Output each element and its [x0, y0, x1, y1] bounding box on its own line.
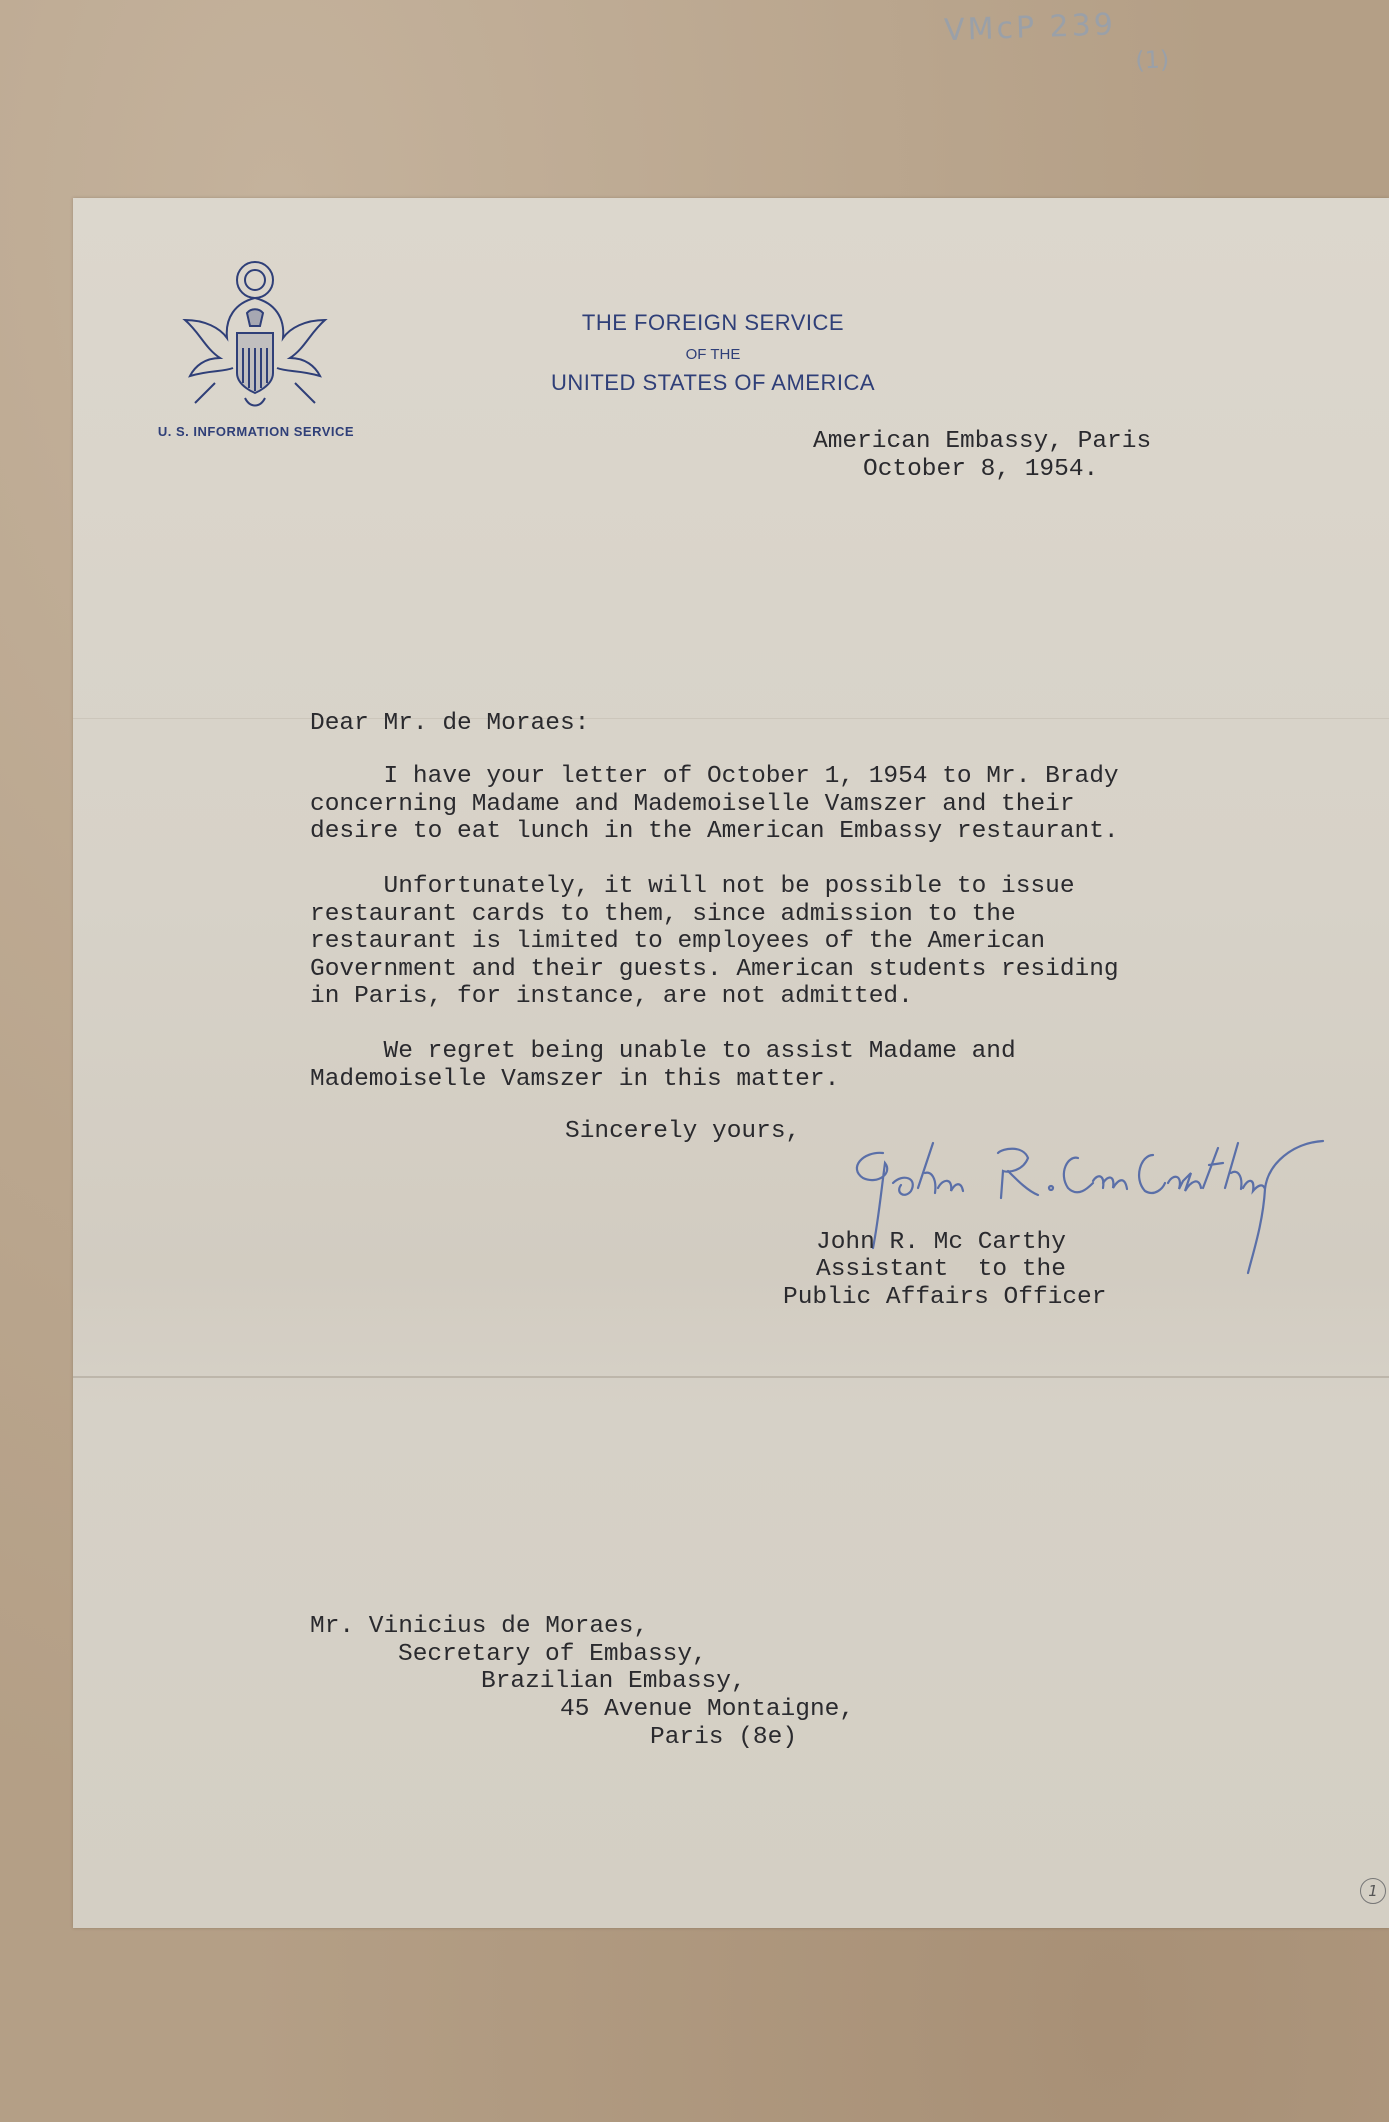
salutation: Dear Mr. de Moraes:	[310, 710, 590, 737]
service-label: U. S. INFORMATION SERVICE	[157, 424, 355, 439]
page-number-mark: 1	[1360, 1878, 1386, 1904]
letter-date: October 8, 1954.	[863, 456, 1099, 483]
body-paragraph-2: Unfortunately, it will not be possible to issue restaurant cards to them, since admission to the restaurant is limited to employees of the American Government and their guests. American students residing in Paris, for instance, are not admitted.	[310, 873, 1119, 1010]
signatory-title-2: Public Affairs Officer	[783, 1284, 1107, 1311]
letter-sheet	[73, 198, 1389, 1928]
sender-place: American Embassy, Paris	[813, 428, 1152, 455]
great-seal-eagle-icon	[165, 258, 345, 418]
closing: Sincerely yours,	[565, 1118, 801, 1145]
letterhead-line-2: OF THE	[685, 346, 741, 363]
address-line-4: 45 Avenue Montaigne,	[560, 1696, 855, 1723]
signatory-title-1: Assistant to the	[816, 1256, 1066, 1283]
paper-fold	[73, 718, 1389, 719]
letterhead-line-3: UNITED STATES OF AMERICA	[550, 370, 876, 395]
address-line-2: Secretary of Embassy,	[398, 1641, 707, 1668]
body-paragraph-1: I have your letter of October 1, 1954 to Mr. Brady concerning Madame and Mademoiselle Vamszer and their desire to eat lunch in the American Embassy restaurant.	[310, 763, 1119, 845]
archive-code: VMcP 239	[943, 7, 1117, 49]
address-line-5: Paris (8e)	[650, 1724, 798, 1751]
address-line-1: Mr. Vinicius de Moraes,	[310, 1613, 649, 1640]
archive-annotation	[944, 3, 1247, 103]
address-line-3: Brazilian Embassy,	[481, 1668, 746, 1695]
letterhead-line-1: THE FOREIGN SERVICE	[581, 310, 845, 335]
body-paragraph-3: We regret being unable to assist Madame and Mademoiselle Vamszer in this matter.	[310, 1038, 1016, 1093]
signatory-name: John R. Mc Carthy	[816, 1229, 1066, 1256]
archive-sub: (1)	[1134, 45, 1170, 75]
paper-fold	[73, 1376, 1389, 1378]
